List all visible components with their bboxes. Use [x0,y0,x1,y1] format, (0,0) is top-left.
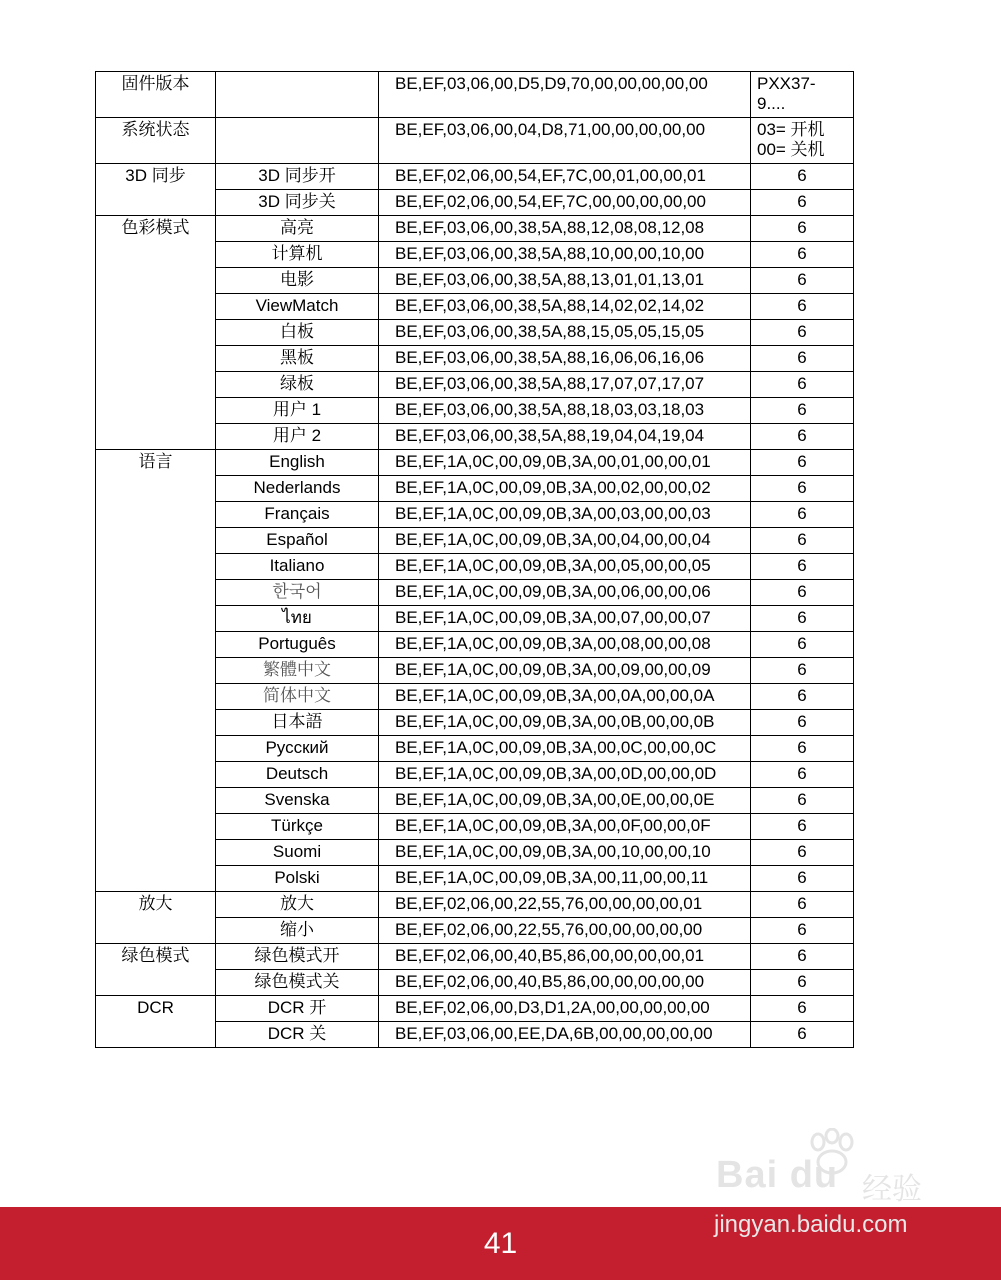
command-code-cell: BE,EF,03,06,00,D5,D9,70,00,00,00,00,00 [379,72,751,118]
return-value-cell: 6 [751,658,854,684]
function-cell [96,606,216,632]
command-code-cell: BE,EF,1A,0C,00,09,0B,3A,00,0A,00,00,0A [379,684,751,710]
return-value-cell: 6 [751,970,854,996]
function-cell: DCR [96,996,216,1022]
function-cell: 系统状态 [96,118,216,164]
return-value-cell: 6 [751,320,854,346]
page-number: 41 [483,1227,518,1260]
command-code-cell: BE,EF,1A,0C,00,09,0B,3A,00,0E,00,00,0E [379,788,751,814]
baidu-watermark [712,1128,952,1208]
table-row [96,840,854,866]
return-value-cell: 6 [751,216,854,242]
table-row [96,944,854,970]
return-value-cell: PXX37- 9.... [751,72,854,118]
command-code-cell: BE,EF,1A,0C,00,09,0B,3A,00,01,00,00,01 [379,450,751,476]
function-cell [96,554,216,580]
command-code-cell: BE,EF,03,06,00,38,5A,88,16,06,06,16,06 [379,346,751,372]
option-cell: 日本語 [216,710,379,736]
return-value-cell: 6 [751,450,854,476]
option-cell: Русский [216,736,379,762]
table-row [96,554,854,580]
option-cell: DCR 开 [216,996,379,1022]
return-value-cell: 03= 开机 00= 关机 [751,118,854,164]
table-row [96,762,854,788]
option-cell: DCR 关 [216,1022,379,1048]
function-cell [96,632,216,658]
table-row [96,892,854,918]
table-row [96,268,854,294]
watermark-url: jingyan.baidu.com [714,1211,908,1238]
table-row [96,450,854,476]
function-cell: 色彩模式 [96,216,216,242]
return-value-cell: 6 [751,710,854,736]
command-code-cell: BE,EF,02,06,00,22,55,76,00,00,00,00,00 [379,918,751,944]
table-row [96,216,854,242]
return-value-cell: 6 [751,606,854,632]
function-cell: 固件版本 [96,72,216,118]
table-row [96,528,854,554]
option-cell: 绿板 [216,372,379,398]
function-cell [96,476,216,502]
watermark-logo-cn: 经验 [862,1173,922,1206]
command-code-cell: BE,EF,1A,0C,00,09,0B,3A,00,11,00,00,11 [379,866,751,892]
function-cell [96,814,216,840]
table-row [96,606,854,632]
return-value-cell: 6 [751,528,854,554]
return-value-cell: 6 [751,580,854,606]
return-value-cell: 6 [751,840,854,866]
command-code-cell: BE,EF,03,06,00,38,5A,88,17,07,07,17,07 [379,372,751,398]
return-value-cell: 6 [751,736,854,762]
command-code-cell: BE,EF,1A,0C,00,09,0B,3A,00,07,00,00,07 [379,606,751,632]
return-value-cell: 6 [751,944,854,970]
command-code-cell: BE,EF,1A,0C,00,09,0B,3A,00,02,00,00,02 [379,476,751,502]
function-cell [96,710,216,736]
option-cell: 绿色模式开 [216,944,379,970]
option-cell: Türkçe [216,814,379,840]
return-value-cell: 6 [751,684,854,710]
function-cell [96,294,216,320]
command-code-cell: BE,EF,1A,0C,00,09,0B,3A,00,0D,00,00,0D [379,762,751,788]
option-cell: 缩小 [216,918,379,944]
option-cell: 高亮 [216,216,379,242]
table-row [96,502,854,528]
return-value-cell: 6 [751,372,854,398]
table-row [96,788,854,814]
option-cell: 简体中文 [216,684,379,710]
return-value-cell: 6 [751,346,854,372]
table-row [96,72,854,118]
return-value-cell: 6 [751,294,854,320]
return-value-cell: 6 [751,866,854,892]
return-value-cell: 6 [751,502,854,528]
command-code-cell: BE,EF,03,06,00,38,5A,88,15,05,05,15,05 [379,320,751,346]
command-code-cell: BE,EF,02,06,00,40,B5,86,00,00,00,00,00 [379,970,751,996]
option-cell: Suomi [216,840,379,866]
return-value-cell: 6 [751,788,854,814]
function-cell [96,424,216,450]
option-cell: 用户 1 [216,398,379,424]
function-cell [96,320,216,346]
return-value-cell: 6 [751,190,854,216]
function-cell [96,736,216,762]
command-code-cell: BE,EF,02,06,00,D3,D1,2A,00,00,00,00,00 [379,996,751,1022]
table-row [96,736,854,762]
return-value-cell: 6 [751,398,854,424]
table-row [96,346,854,372]
command-code-cell: BE,EF,03,06,00,04,D8,71,00,00,00,00,00 [379,118,751,164]
table-row [96,320,854,346]
function-cell [96,918,216,944]
function-cell [96,658,216,684]
option-cell: Nederlands [216,476,379,502]
function-cell [96,684,216,710]
return-value-cell: 6 [751,268,854,294]
table-row [96,580,854,606]
watermark-logo-text: Bai du [716,1154,839,1196]
function-cell [96,268,216,294]
option-cell: ViewMatch [216,294,379,320]
command-code-cell: BE,EF,02,06,00,54,EF,7C,00,01,00,00,01 [379,164,751,190]
function-cell [96,970,216,996]
table-row [96,190,854,216]
table-row [96,1022,854,1048]
function-cell [96,346,216,372]
command-code-cell: BE,EF,02,06,00,22,55,76,00,00,00,00,01 [379,892,751,918]
option-cell: 3D 同步开 [216,164,379,190]
function-cell [96,866,216,892]
option-cell [216,118,379,164]
return-value-cell: 6 [751,164,854,190]
option-cell: 3D 同步关 [216,190,379,216]
command-code-cell: BE,EF,02,06,00,54,EF,7C,00,00,00,00,00 [379,190,751,216]
option-cell [216,72,379,118]
option-cell: Deutsch [216,762,379,788]
option-cell: 电影 [216,268,379,294]
return-value-cell: 6 [751,918,854,944]
option-cell: 计算机 [216,242,379,268]
return-value-cell: 6 [751,892,854,918]
return-value-cell: 6 [751,762,854,788]
function-cell [96,580,216,606]
return-value-cell: 6 [751,996,854,1022]
option-cell: 用户 2 [216,424,379,450]
command-code-cell: BE,EF,1A,0C,00,09,0B,3A,00,09,00,00,09 [379,658,751,684]
table-row [96,710,854,736]
return-value-cell: 6 [751,1022,854,1048]
table-row [96,164,854,190]
option-cell: Español [216,528,379,554]
table-row [96,996,854,1022]
option-cell: 한국어 [216,580,379,606]
command-code-cell: BE,EF,1A,0C,00,09,0B,3A,00,04,00,00,04 [379,528,751,554]
option-cell: Polski [216,866,379,892]
return-value-cell: 6 [751,424,854,450]
table-row [96,398,854,424]
return-value-cell: 6 [751,632,854,658]
command-code-cell: BE,EF,03,06,00,38,5A,88,18,03,03,18,03 [379,398,751,424]
return-value-cell: 6 [751,814,854,840]
option-cell: 白板 [216,320,379,346]
command-code-cell: BE,EF,1A,0C,00,09,0B,3A,00,08,00,00,08 [379,632,751,658]
command-code-cell: BE,EF,1A,0C,00,09,0B,3A,00,0B,00,00,0B [379,710,751,736]
return-value-cell: 6 [751,242,854,268]
command-code-cell: BE,EF,03,06,00,38,5A,88,10,00,00,10,00 [379,242,751,268]
table-row [96,372,854,398]
function-cell [96,528,216,554]
table-row [96,294,854,320]
option-cell: Italiano [216,554,379,580]
function-cell [96,372,216,398]
function-cell [96,502,216,528]
table-row [96,918,854,944]
command-code-cell: BE,EF,1A,0C,00,09,0B,3A,00,0C,00,00,0C [379,736,751,762]
function-cell: 放大 [96,892,216,918]
function-cell: 绿色模式 [96,944,216,970]
option-cell: 放大 [216,892,379,918]
table-row [96,476,854,502]
table-row [96,684,854,710]
command-code-cell: BE,EF,1A,0C,00,09,0B,3A,00,05,00,00,05 [379,554,751,580]
table-row [96,866,854,892]
function-cell [96,190,216,216]
table-row [96,814,854,840]
return-value-cell: 6 [751,554,854,580]
function-cell [96,762,216,788]
function-cell: 语言 [96,450,216,476]
command-code-cell: BE,EF,02,06,00,40,B5,86,00,00,00,00,01 [379,944,751,970]
command-code-cell: BE,EF,03,06,00,38,5A,88,19,04,04,19,04 [379,424,751,450]
command-code-cell: BE,EF,1A,0C,00,09,0B,3A,00,10,00,00,10 [379,840,751,866]
return-value-cell: 6 [751,476,854,502]
command-code-cell: BE,EF,1A,0C,00,09,0B,3A,00,06,00,00,06 [379,580,751,606]
command-code-cell: BE,EF,03,06,00,38,5A,88,12,08,08,12,08 [379,216,751,242]
option-cell: Svenska [216,788,379,814]
function-cell [96,840,216,866]
option-cell: Português [216,632,379,658]
command-code-cell: BE,EF,03,06,00,38,5A,88,13,01,01,13,01 [379,268,751,294]
table-row [96,970,854,996]
table-row [96,118,854,164]
function-cell: 3D 同步 [96,164,216,190]
command-code-cell: BE,EF,1A,0C,00,09,0B,3A,00,0F,00,00,0F [379,814,751,840]
option-cell: Français [216,502,379,528]
command-table [95,71,854,1048]
function-cell [96,242,216,268]
table-row [96,658,854,684]
option-cell: English [216,450,379,476]
command-code-cell: BE,EF,03,06,00,38,5A,88,14,02,02,14,02 [379,294,751,320]
table-row [96,242,854,268]
option-cell: 繁體中文 [216,658,379,684]
table-row [96,424,854,450]
command-code-cell: BE,EF,1A,0C,00,09,0B,3A,00,03,00,00,03 [379,502,751,528]
option-cell: ไทย [216,606,379,632]
function-cell [96,398,216,424]
option-cell: 黑板 [216,346,379,372]
command-table-body [96,72,854,1048]
function-cell [96,788,216,814]
command-code-cell: BE,EF,03,06,00,EE,DA,6B,00,00,00,00,00 [379,1022,751,1048]
function-cell [96,1022,216,1048]
option-cell: 绿色模式关 [216,970,379,996]
table-row [96,632,854,658]
